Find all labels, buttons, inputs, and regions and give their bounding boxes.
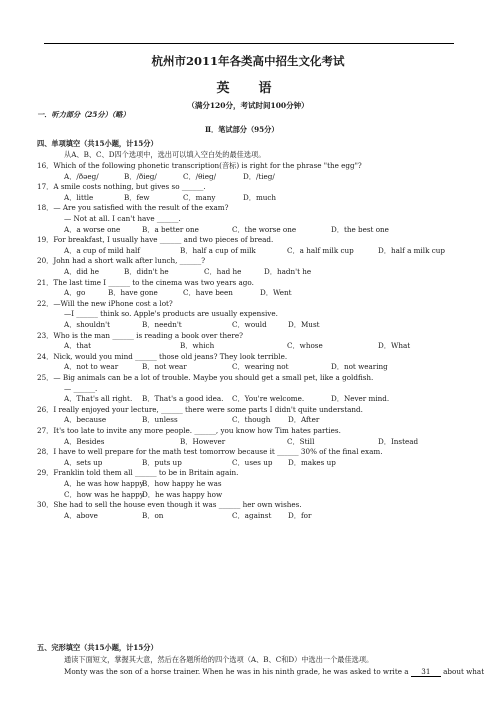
option-c: C．wearing not	[232, 362, 289, 372]
question-stem	[37, 500, 302, 509]
passage-blank: 31	[411, 667, 441, 677]
option-a: A．sets up	[64, 457, 103, 467]
option-c: C．had he	[204, 267, 242, 276]
option-c: C．against	[232, 510, 272, 520]
header-rule	[44, 43, 454, 44]
question-stem	[37, 256, 205, 265]
question-text: — Are you satisfied with the result of the exam?	[53, 203, 229, 213]
option-d: D．Went	[260, 288, 292, 298]
option-d: D．Never mind.	[331, 394, 390, 404]
option-c: C．the worse one	[232, 224, 297, 234]
question-stem	[37, 468, 238, 477]
question-number: 24．	[37, 351, 54, 361]
question-stem	[37, 161, 362, 170]
option-c: C．whose	[287, 341, 323, 351]
passage-end: about what	[443, 667, 485, 676]
question-number: 25．	[37, 373, 54, 382]
option-d: D．hadn't he	[264, 267, 312, 276]
question-text: —Will the new iPhone cost a lot?	[53, 298, 173, 308]
option-a: A．that	[64, 341, 92, 351]
question-text: She had to sell the house even though it was ______ her own wishes.	[53, 500, 302, 510]
option-b: B．needn't	[142, 320, 182, 329]
question-stem	[37, 299, 173, 308]
option-b: B．how happy he was	[142, 479, 222, 488]
option-b: B．unless	[142, 415, 178, 425]
question-text: Franklin told them all ______ to be in Britain again.	[53, 468, 239, 478]
option-a: A．not to wear	[64, 362, 119, 372]
option-c: C．many	[183, 192, 216, 202]
option-b: B．have gone	[108, 288, 158, 298]
option-a: A．a cup of mild half	[64, 245, 140, 255]
option-a: A．he was how happy	[64, 479, 144, 488]
section5-heading: 五、完形填空（共15小题，计15分）	[37, 643, 158, 652]
option-a: A．That's all right.	[64, 394, 133, 404]
question-text: — Big animals can be a lot of trouble. Maybe you should get a small pet, like a goldfish.	[53, 373, 374, 382]
option-a: A．go	[64, 288, 86, 298]
question-text: It's too late to invite any more people. ______, you know how Tim hates parties.	[53, 426, 341, 435]
part1-heading: 一．听力部分（25分）（略）	[37, 110, 130, 119]
option-d: D．makes up	[288, 457, 336, 467]
option-c: C．would	[232, 320, 267, 329]
option-c: C．uses up	[232, 457, 273, 467]
question-stem	[37, 373, 373, 382]
option-b: B．which	[180, 341, 215, 351]
question-number: 29．	[37, 468, 54, 478]
option-a: A．Besides	[64, 436, 105, 446]
question-text: For breakfast, I usually have ______ and two pieces of bread.	[53, 235, 274, 245]
option-a: A．shouldn't	[64, 320, 111, 329]
question-text-line2: — ______.	[64, 383, 98, 393]
option-d: D．Must	[288, 320, 320, 329]
question-number: 28．	[37, 447, 54, 457]
question-number: 17．	[37, 182, 54, 192]
exam-title: 杭州市2011年各类高中招生文化考试	[151, 54, 345, 68]
question-number: 21．	[37, 277, 54, 287]
question-stem	[37, 352, 287, 361]
option-b: B．That's a good idea.	[142, 394, 224, 404]
question-text: Nick, would you mind ______ those old jeans? They look terrible.	[53, 351, 288, 361]
option-a: A．a worse one	[64, 224, 121, 234]
question-text: I really enjoyed your lecture, ______ there were some parts I didn't quite understand.	[53, 404, 363, 414]
option-d: D．Instead	[378, 436, 419, 446]
option-d: D．/tieg/	[243, 171, 275, 181]
score-time-note: （满分120分，考试时间100分钟）	[187, 101, 309, 110]
option-d: D．What	[378, 341, 411, 351]
option-d: D．the best one	[331, 224, 389, 234]
question-number: 30．	[37, 500, 54, 510]
question-number: 27．	[37, 426, 54, 435]
question-text: The last time I ______ to the cinema was two years ago.	[53, 277, 254, 287]
option-d: D．he was happy how	[142, 489, 223, 499]
question-number: 26．	[37, 404, 54, 414]
section5-instruction: 通读下面短文，掌握其大意，然后在各题所给的四个选项（A、B、C和D）中选出一个最佳选项。	[64, 655, 374, 664]
question-stem	[37, 426, 341, 435]
option-a: A．above	[64, 510, 98, 520]
passage-line	[64, 667, 484, 677]
question-stem	[37, 182, 206, 191]
option-d: D．half a milk cup	[378, 245, 445, 255]
option-b: B．few	[124, 192, 150, 202]
option-d: D．not wearing	[331, 362, 388, 372]
question-text: Which of the following phonetic transcription(音标) is right for the phrase "the egg"?	[53, 161, 362, 170]
option-d: D．for	[288, 510, 312, 520]
option-b: B．/ðieg/	[124, 171, 157, 181]
question-number: 16．	[37, 161, 54, 170]
option-c: C．You're welcome.	[232, 394, 305, 404]
question-text: John had a short walk after lunch, ______?	[53, 256, 206, 266]
section4-heading: 四、单项填空（共15小题，计15分）	[37, 139, 158, 148]
question-number: 20．	[37, 256, 54, 266]
question-stem	[37, 447, 383, 456]
option-b: B．puts up	[142, 457, 182, 467]
option-a: A．did he	[64, 267, 100, 276]
question-text: I have to well prepare for the math test tomorrow because it ______ 30% of the final exam.	[53, 447, 383, 457]
question-number: 19．	[37, 235, 54, 245]
part2-heading: Ⅱ．笔试部分（95分）	[205, 125, 279, 134]
question-stem	[37, 278, 254, 287]
section4-instruction: 从A、B、C、D四个选项中，选出可以填入空白处的最佳选项。	[64, 150, 266, 159]
option-b: B．a better one	[142, 224, 199, 234]
option-c: C．though	[232, 415, 271, 425]
question-text: A smile costs nothing, but gives so ______.	[53, 182, 206, 192]
option-c: C．have been	[183, 288, 233, 298]
question-text-line2: — Not at all. I can't have ______.	[64, 214, 181, 223]
option-a: A．because	[64, 415, 107, 425]
question-stem	[37, 235, 273, 244]
option-c: C．a half milk cup	[287, 245, 354, 255]
question-number: 22．	[37, 298, 54, 308]
option-b: B．on	[142, 510, 164, 520]
option-c: C．how was he happy	[64, 489, 144, 499]
option-a: A．little	[64, 192, 94, 202]
option-d: D．After	[288, 415, 320, 425]
option-c: C．Still	[287, 436, 315, 446]
option-b: B．didn't he	[124, 267, 169, 276]
question-text: Who is the man ______ is reading a book over there?	[53, 330, 243, 340]
passage-start: Monty was the son of a horse trainer. When he was in his ninth grade, he was asked to write a	[64, 667, 409, 676]
question-text-line2: —I ______ think so. Apple's products are usually expensive.	[64, 309, 278, 319]
option-d: D．much	[243, 192, 277, 202]
question-number: 18．	[37, 203, 54, 213]
question-stem	[37, 331, 243, 340]
option-b: B．half a cup of milk	[180, 245, 256, 255]
option-c: C．/θieg/	[183, 171, 217, 181]
question-stem	[37, 203, 228, 212]
option-a: A．/ðəeg/	[64, 171, 99, 181]
question-number: 23．	[37, 330, 54, 340]
subject-title: 英 语	[216, 81, 280, 96]
option-b: B．not wear	[142, 362, 187, 372]
question-stem	[37, 405, 363, 414]
option-b: B．However	[180, 436, 226, 446]
